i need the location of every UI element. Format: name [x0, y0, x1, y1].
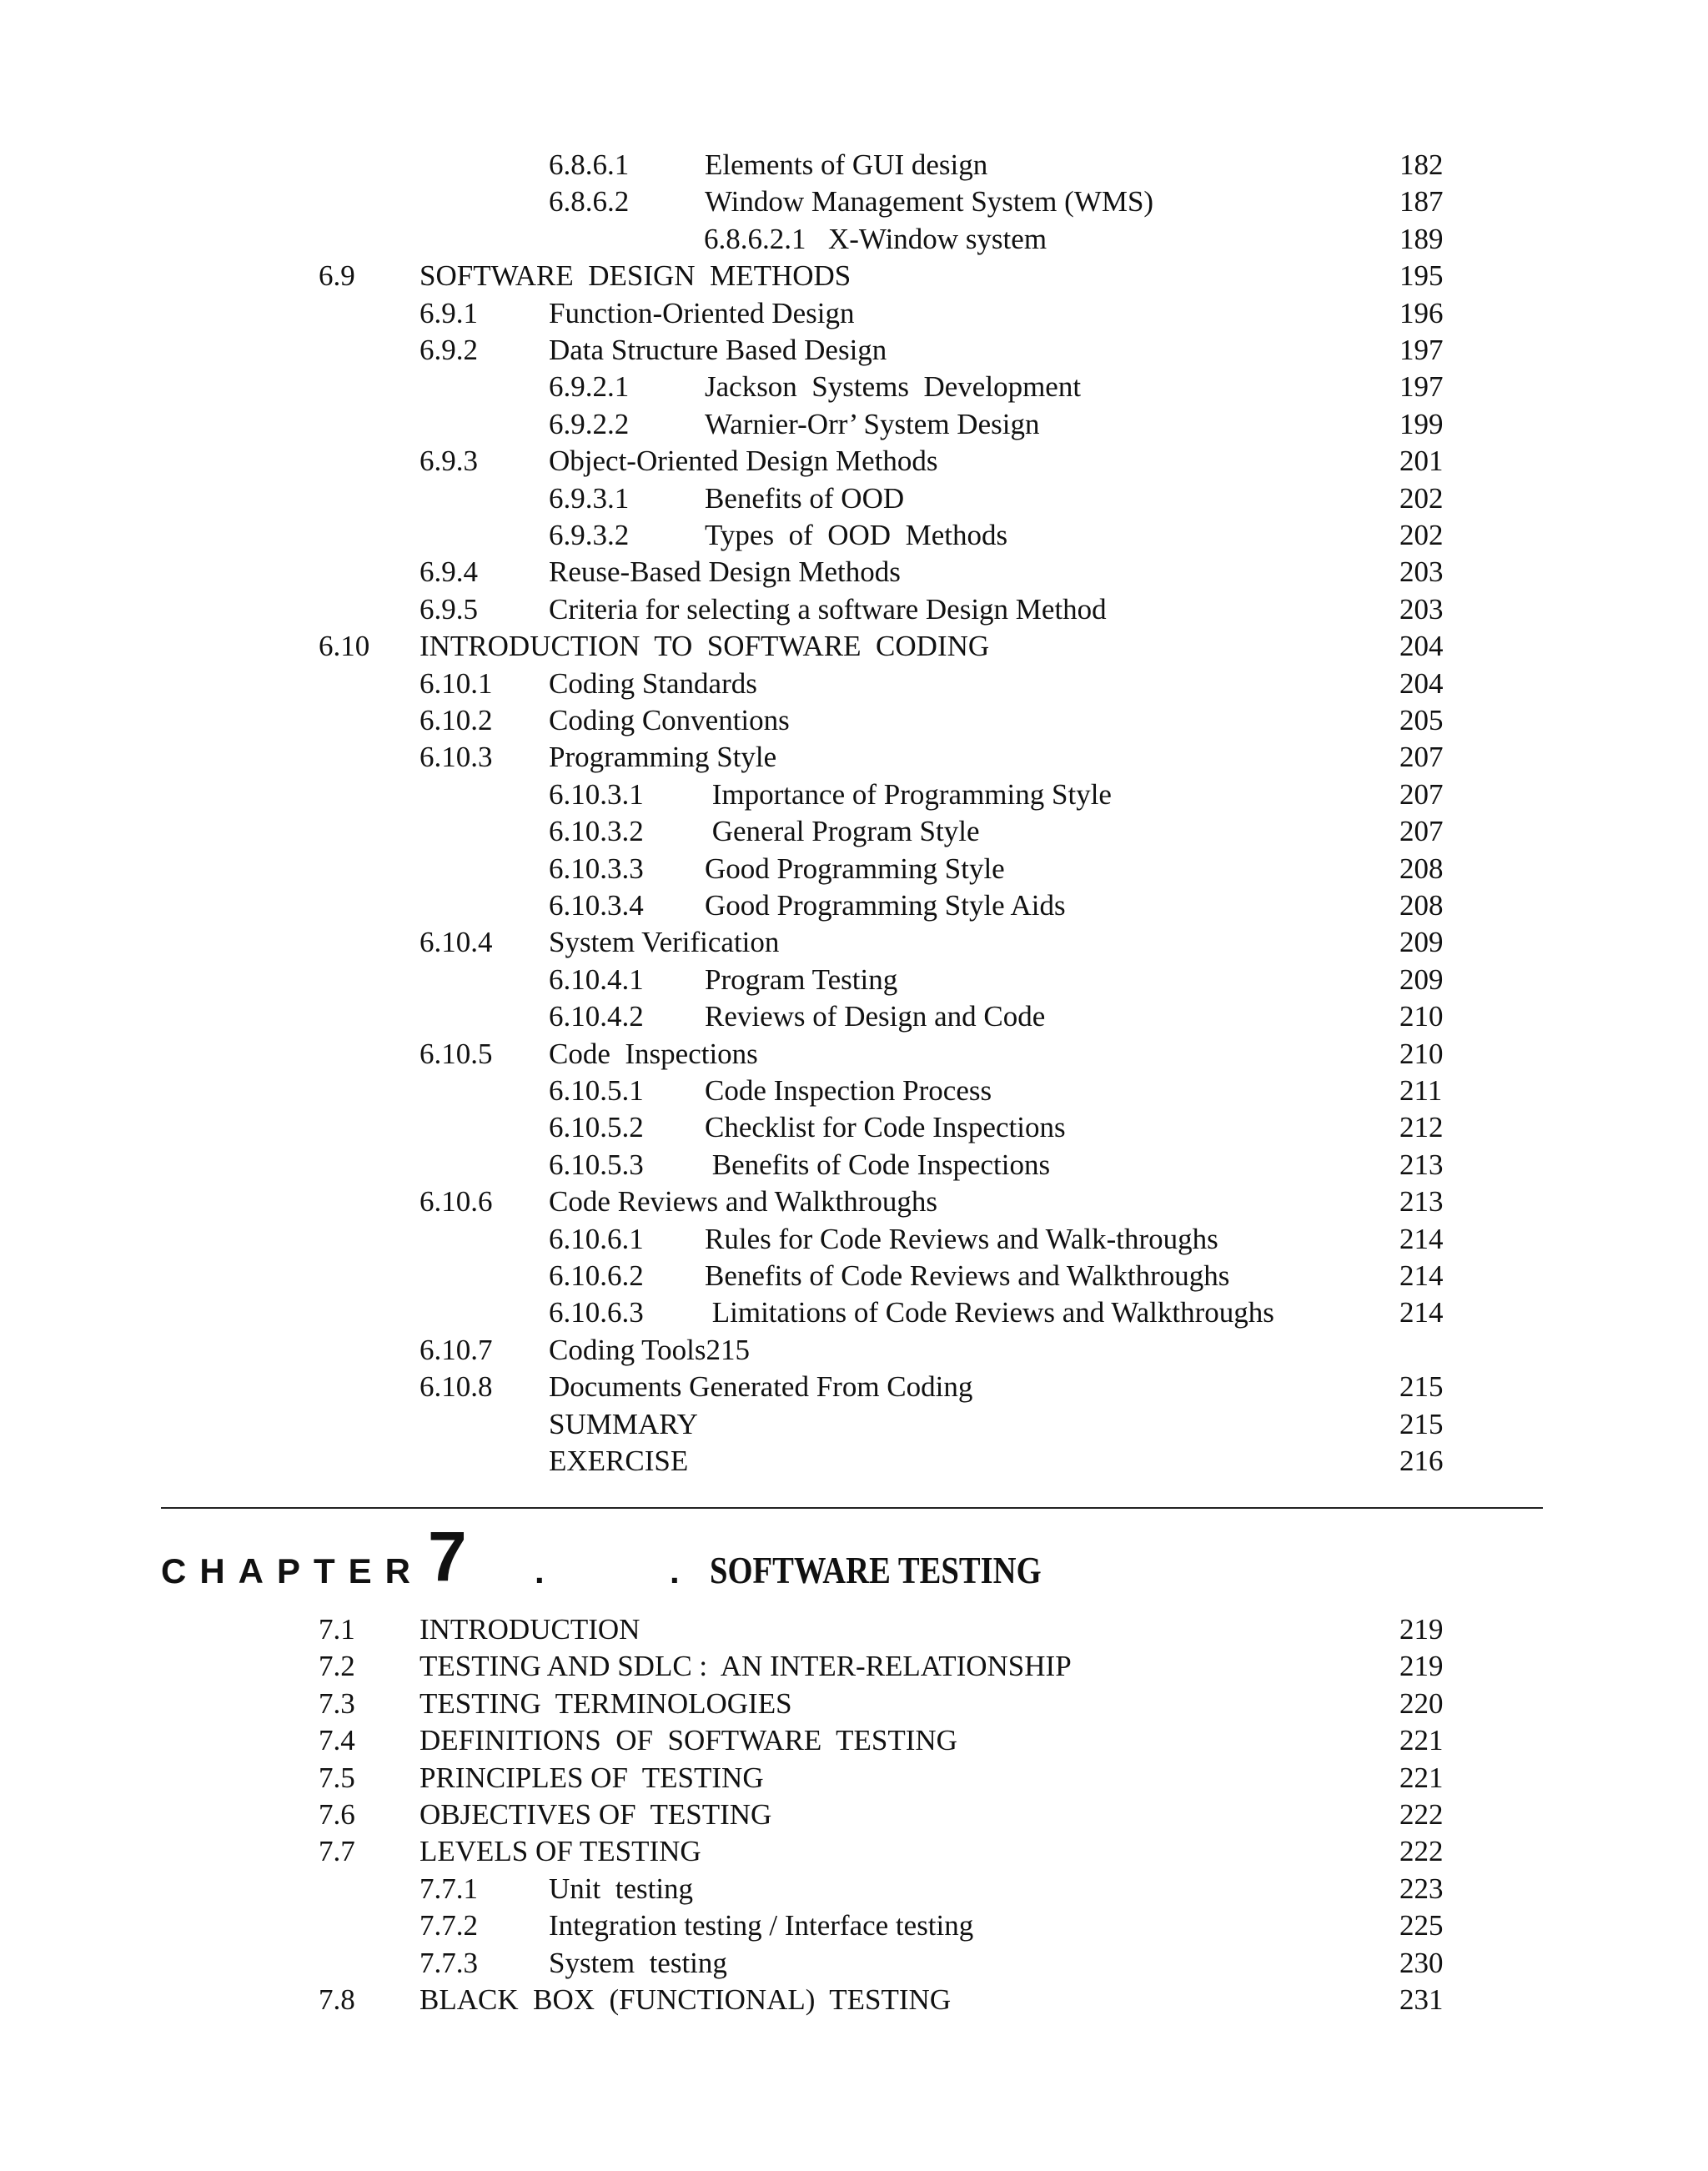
- toc-entry-number: 7.6: [319, 1798, 355, 1831]
- toc-entry-number: 6.9.2.2: [549, 407, 630, 440]
- toc-entry-title: BLACK BOX (FUNCTIONAL) TESTING: [419, 1983, 952, 2016]
- toc-entry-page: 203: [1399, 555, 1444, 589]
- toc-entry-number: 6.9.4: [419, 555, 478, 589]
- toc-entry-number: 7.7: [319, 1835, 355, 1868]
- toc-entry-page: 182: [1399, 148, 1444, 181]
- toc-entry: [0, 739, 1708, 776]
- toc-entry-number: 6.10.3.2: [549, 815, 644, 848]
- toc-entry-page: 221: [1399, 1761, 1444, 1794]
- toc-entry-title: X-Window system: [828, 222, 1047, 255]
- toc-entry-page: 208: [1399, 852, 1444, 885]
- toc-entry-number: 6.9.3.2: [549, 519, 630, 551]
- toc-entry-page: 219: [1399, 1650, 1444, 1683]
- toc-entry-page: 199: [1399, 407, 1444, 440]
- toc-entry-number: 6.10.5.1: [549, 1074, 644, 1107]
- toc-entry: [0, 1833, 1708, 1870]
- toc-entry-page: 222: [1399, 1798, 1444, 1831]
- toc-entry: [0, 295, 1708, 332]
- toc-entry-page: 208: [1399, 889, 1444, 922]
- toc-entry-number: 6.10.5.3: [549, 1148, 644, 1181]
- toc-entry-page: 213: [1399, 1185, 1444, 1219]
- toc-entry-title: Benefits of Code Reviews and Walkthroughs: [705, 1259, 1230, 1292]
- toc-entry-number: 6.10.6.3: [549, 1296, 644, 1329]
- toc-entry-title: Limitations of Code Reviews and Walkthroughs: [705, 1296, 1274, 1329]
- toc-entry-title: Warnier-Orr’ System Design: [705, 407, 1040, 440]
- toc-entry: [0, 1183, 1708, 1220]
- toc-entry-page: 187: [1399, 185, 1444, 219]
- toc-entry-page: 214: [1399, 1222, 1444, 1255]
- toc-entry-page: 214: [1399, 1259, 1444, 1292]
- toc-entry: [0, 1147, 1708, 1183]
- toc-entry: [0, 813, 1708, 850]
- toc-entry-number: 7.4: [319, 1724, 355, 1757]
- toc-entry: [0, 666, 1708, 702]
- toc-entry: [0, 1907, 1708, 1944]
- toc-entry: [0, 1369, 1708, 1405]
- toc-entry-number: 6.10.3: [419, 741, 493, 774]
- toc-entry-page: 219: [1399, 1613, 1444, 1646]
- toc-entry: [0, 998, 1708, 1035]
- toc-entry-number: 7.5: [319, 1761, 355, 1794]
- chapter-separator: .: [535, 1551, 545, 1591]
- toc-entry-title: TESTING AND SDLC : AN INTER-RELATIONSHIP: [419, 1650, 1072, 1683]
- toc-entry: [0, 887, 1708, 924]
- toc-entry: [0, 443, 1708, 480]
- toc-entry-title: Benefits of Code Inspections: [705, 1148, 1051, 1181]
- toc-entry: [0, 1686, 1708, 1722]
- toc-entry-title: System testing: [549, 1946, 727, 1979]
- toc-entry-number: 6.9.3.1: [549, 481, 630, 515]
- toc-entry-title: System Verification: [549, 926, 780, 959]
- toc-entry: [0, 554, 1708, 590]
- toc-entry-title: Code Inspection Process: [705, 1074, 992, 1107]
- toc-entry-number: 7.8: [319, 1983, 355, 2016]
- toc-entry-page: 222: [1399, 1835, 1444, 1868]
- toc-entry-title: INTRODUCTION TO SOFTWARE CODING: [419, 630, 990, 663]
- toc-entry: [0, 183, 1708, 220]
- toc-entry: [0, 1611, 1708, 1648]
- toc-entry-page: 213: [1399, 1148, 1444, 1181]
- toc-entry-title: SUMMARY: [549, 1407, 698, 1440]
- toc-entry-page: 214: [1399, 1296, 1444, 1329]
- toc-entry-page: 210: [1399, 1000, 1444, 1033]
- toc-entry: [0, 1648, 1708, 1685]
- toc-entry-number: 7.7.1: [419, 1872, 478, 1905]
- chapter-word: CHAPTER: [161, 1551, 424, 1591]
- toc-entry-page: 231: [1399, 1983, 1444, 2016]
- toc-entry-number: 6.10.3.1: [549, 777, 644, 811]
- toc-entry-title: PRINCIPLES OF TESTING: [419, 1761, 764, 1794]
- toc-entry-title: Documents Generated From Coding: [549, 1370, 973, 1404]
- toc-entry-title: Unit testing: [549, 1872, 694, 1905]
- toc-entry-page: 197: [1399, 370, 1444, 404]
- toc-entry-number: 6.10.6.2: [549, 1259, 644, 1292]
- toc-entry-page: 205: [1399, 704, 1444, 736]
- toc-entry: [0, 1797, 1708, 1833]
- chapter-separator: .: [670, 1551, 680, 1591]
- toc-entry: [0, 962, 1708, 998]
- toc-entry-page: 215: [1399, 1407, 1444, 1440]
- toc-entry-title: Jackson Systems Development: [705, 370, 1082, 404]
- toc-entry: [0, 1722, 1708, 1759]
- toc-entry-title: Object-Oriented Design Methods: [549, 445, 938, 478]
- toc-entry-title: OBJECTIVES OF TESTING: [419, 1798, 772, 1831]
- toc-entry: [0, 369, 1708, 405]
- toc-entry-number: 6.10.3.4: [549, 889, 644, 922]
- toc-entry-page: 204: [1399, 666, 1444, 700]
- toc-entry-page: 201: [1399, 445, 1444, 478]
- toc-entry: [0, 147, 1708, 183]
- toc-entry-title: INTRODUCTION: [419, 1613, 640, 1646]
- toc-entry: [0, 258, 1708, 294]
- toc-entry-page: 209: [1399, 962, 1444, 996]
- toc-entry-number: 6.10: [319, 630, 370, 663]
- toc-entry-number: 6.10.5.2: [549, 1111, 644, 1144]
- toc-entry: [0, 1760, 1708, 1797]
- toc-entry: [0, 1221, 1708, 1258]
- toc-entry-page: 203: [1399, 592, 1444, 626]
- toc-entry-number: 6.10.4: [419, 926, 493, 959]
- toc-entry-number: 6.9.2: [419, 334, 478, 366]
- toc-entry-number: 7.7.2: [419, 1909, 478, 1942]
- toc-entry: [0, 1332, 1708, 1369]
- toc-entry-page: 211: [1399, 1074, 1443, 1107]
- toc-entry: [0, 332, 1708, 369]
- toc-entry: [0, 406, 1708, 443]
- toc-entry-title: Criteria for selecting a software Design Method: [549, 592, 1107, 626]
- toc-entry: [0, 1294, 1708, 1331]
- toc-entry-title: Good Programming Style: [705, 852, 1005, 885]
- toc-entry-number: 6.8.6.2.1: [704, 222, 806, 255]
- toc-entry-title: DEFINITIONS OF SOFTWARE TESTING: [419, 1724, 957, 1757]
- toc-entry-number: 6.8.6.1: [549, 148, 630, 181]
- toc-entry-title: Elements of GUI design: [705, 148, 988, 181]
- toc-entry: [0, 480, 1708, 517]
- toc-entry: [0, 1036, 1708, 1073]
- toc-entry: [0, 1073, 1708, 1109]
- toc-entry: [0, 1443, 1708, 1480]
- toc-entry-page: 207: [1399, 815, 1444, 848]
- toc-entry-page: 195: [1399, 259, 1444, 293]
- toc-entry-title: Coding Conventions: [549, 704, 790, 736]
- toc-entry-page: 197: [1399, 334, 1444, 366]
- toc-entry-page: 215: [1399, 1370, 1444, 1404]
- toc-entry-title: Program Testing: [705, 962, 898, 996]
- toc-entry-page: 189: [1399, 222, 1444, 255]
- toc-entry-title: Data Structure Based Design: [549, 334, 887, 366]
- toc-entry: [0, 517, 1708, 554]
- toc-entry-number: 7.1: [319, 1613, 355, 1646]
- toc-entry-page: 202: [1399, 481, 1444, 515]
- toc-entry-page: 230: [1399, 1946, 1444, 1979]
- toc-entry-number: 7.7.3: [419, 1946, 478, 1979]
- toc-entry-title: Importance of Programming Style: [705, 777, 1112, 811]
- toc-entry-title: Rules for Code Reviews and Walk-throughs: [705, 1222, 1218, 1255]
- toc-entry-page: 210: [1399, 1037, 1444, 1070]
- toc-entry-page: 225: [1399, 1909, 1444, 1942]
- toc-entry-page: 207: [1399, 741, 1444, 774]
- toc-entry-title: Coding Tools215: [549, 1333, 750, 1366]
- toc-entry-title: SOFTWARE DESIGN METHODS: [419, 259, 851, 293]
- toc-entry-number: 6.10.6.1: [549, 1222, 644, 1255]
- toc-entry-title: Good Programming Style Aids: [705, 889, 1066, 922]
- toc-entry-page: 207: [1399, 777, 1444, 811]
- toc-entry-title: Function-Oriented Design: [549, 296, 855, 329]
- toc-entry: [0, 591, 1708, 628]
- toc-entry-title: EXERCISE: [549, 1445, 689, 1477]
- toc-entry: [0, 1982, 1708, 2018]
- toc-entry: [0, 1871, 1708, 1907]
- toc-entry: [0, 628, 1708, 665]
- toc-entry-number: 6.10.2: [419, 704, 493, 736]
- toc-entry-page: 209: [1399, 926, 1444, 959]
- toc-entry-number: 6.10.4.2: [549, 1000, 644, 1033]
- toc-entry-title: Benefits of OOD: [705, 481, 905, 515]
- chapter-title: SOFTWARE TESTING: [710, 1549, 1042, 1591]
- toc-entry-title: Reuse-Based Design Methods: [549, 555, 901, 589]
- toc-entry-number: 6.10.1: [419, 666, 493, 700]
- toc-entry-number: 6.10.4.1: [549, 962, 644, 996]
- toc-entry-number: 6.9.3: [419, 445, 478, 478]
- toc-entry-page: 196: [1399, 296, 1444, 329]
- toc-entry-number: 6.10.5: [419, 1037, 493, 1070]
- toc-entry-number: 6.9: [319, 259, 355, 293]
- toc-entry-title: Programming Style: [549, 741, 777, 774]
- toc-entry-title: Reviews of Design and Code: [705, 1000, 1046, 1033]
- toc-entry-page: 212: [1399, 1111, 1444, 1144]
- toc-entry-page: 223: [1399, 1872, 1444, 1905]
- toc-entry-number: 6.10.3.3: [549, 852, 644, 885]
- chapter-divider: [161, 1507, 1543, 1509]
- toc-entry-number: 6.10.7: [419, 1333, 493, 1366]
- toc-entry-number: 7.3: [319, 1686, 355, 1720]
- toc-entry: [0, 1945, 1708, 1982]
- toc-entry-title: Integration testing / Interface testing: [549, 1909, 974, 1942]
- toc-entry-number: 6.10.8: [419, 1370, 493, 1404]
- toc-entry: [0, 851, 1708, 887]
- toc-entry: [0, 776, 1708, 813]
- chapter-number: 7: [428, 1517, 467, 1596]
- toc-entry-number: 6.9.1: [419, 296, 478, 329]
- toc-entry: [0, 702, 1708, 739]
- toc-entry: [0, 924, 1708, 961]
- toc-entry-title: LEVELS OF TESTING: [419, 1835, 701, 1868]
- toc-entry-title: Types of OOD Methods: [705, 519, 1008, 551]
- toc-entry-number: 6.8.6.2: [549, 185, 630, 219]
- toc-entry-page: 221: [1399, 1724, 1444, 1757]
- toc-entry-title: General Program Style: [705, 815, 980, 848]
- toc-entry-number: 6.10.6: [419, 1185, 493, 1219]
- toc-entry-page: 202: [1399, 519, 1444, 551]
- toc-entry-number: 7.2: [319, 1650, 355, 1683]
- toc-entry-page: 204: [1399, 630, 1444, 663]
- toc-entry: [0, 1109, 1708, 1146]
- toc-entry: [0, 1406, 1708, 1443]
- toc-entry: [0, 1258, 1708, 1294]
- chapter-heading: [161, 1516, 1579, 1616]
- toc-entry-title: Checklist for Code Inspections: [705, 1111, 1066, 1144]
- toc-entry-page: 216: [1399, 1445, 1444, 1477]
- toc-entry: [0, 221, 1708, 258]
- toc-entry-title: Code Reviews and Walkthroughs: [549, 1185, 938, 1219]
- toc-entry-title: Window Management System (WMS): [705, 185, 1154, 219]
- toc-entry-number: 6.9.5: [419, 592, 478, 626]
- toc-entry-page: 220: [1399, 1686, 1444, 1720]
- toc-entry-title: Coding Standards: [549, 666, 757, 700]
- toc-entry-title: Code Inspections: [549, 1037, 758, 1070]
- toc-entry-number: 6.9.2.1: [549, 370, 630, 404]
- toc-entry-title: TESTING TERMINOLOGIES: [419, 1686, 792, 1720]
